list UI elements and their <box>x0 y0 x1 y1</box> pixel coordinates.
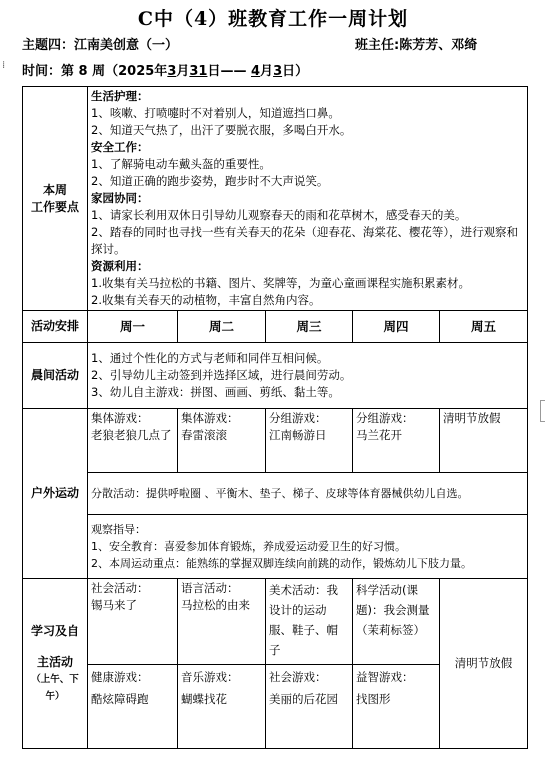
time-start-day: 31 <box>189 64 208 79</box>
schedule-label: 活动安排 <box>23 311 88 343</box>
outdoor-guide-title: 观察指导： <box>91 523 146 536</box>
outdoor-game-type: 分组游戏： <box>269 411 327 425</box>
home-coop-item: 1、请家长利用双休日引导幼儿观察春天的雨和花草树木，感受春天的美。 <box>91 208 467 222</box>
morning-item: 1、通过个性化的方式与老师和同伴互相问候。 <box>91 351 329 365</box>
morning-content <box>88 343 528 409</box>
learning-type: 社会活动： <box>91 581 149 595</box>
learning-name: 酷炫障碍跑 <box>91 692 149 706</box>
outdoor-label: 户外运动 <box>23 409 88 579</box>
outdoor-game-cell <box>88 409 178 473</box>
outdoor-games-row <box>23 409 528 473</box>
day-thursday: 周四 <box>353 311 440 343</box>
morning-label: 晨间活动 <box>23 343 88 409</box>
outdoor-guide-row <box>23 515 528 579</box>
outdoor-game-cell <box>178 409 266 473</box>
morning-row <box>23 343 528 409</box>
learning-name: 马拉松的由来 <box>181 598 250 612</box>
key-points-label-line2: 工作要点 <box>30 199 79 214</box>
day-friday: 周五 <box>440 311 528 343</box>
time-week: 8 <box>78 64 88 79</box>
home-coop-item: 2、踏春的同时也寻找一些有关春天的花朵（迎春花、海棠花、樱花等），进行观察和探讨。 <box>91 225 519 256</box>
learning-label-line1: 学习及自 <box>30 623 79 638</box>
learning-label <box>23 579 88 749</box>
learning-name: 蝴蝶找花 <box>181 692 227 706</box>
outdoor-game-type: 分组游戏： <box>356 411 414 425</box>
outdoor-guide-item: 1、安全教育：喜爱参加体育锻炼，养成爱运动爱卫生的好习惯。 <box>91 540 406 553</box>
morning-item: 2、引导幼儿主动签到并选择区域，进行晨间劳动。 <box>91 368 352 382</box>
outdoor-game-name: 春雷滚滚 <box>181 428 227 442</box>
key-points-row <box>23 87 528 311</box>
learning-name: 找图形 <box>356 692 391 706</box>
learning-cell <box>353 579 440 665</box>
learning-type: 社会游戏： <box>269 670 327 684</box>
teachers-label: 班主任:陈芳芳、邓绮 <box>355 38 478 53</box>
outdoor-game-type: 集体游戏： <box>181 411 239 425</box>
safety-item: 1、了解骑电动车戴头盔的重要性。 <box>91 157 271 171</box>
time-start-month: 3 <box>167 64 177 79</box>
time-end-day: 3 <box>273 64 283 79</box>
outdoor-game-name: 江南畅游日 <box>269 428 327 442</box>
learning-type: 健康游戏： <box>91 670 149 684</box>
key-points-content <box>88 87 528 311</box>
outdoor-guide <box>88 515 528 579</box>
outdoor-scattered: 分散活动：提供呼啦圈 、平衡木、垫子、梯子、皮球等体育器械供幼儿自选。 <box>88 473 528 515</box>
learning-cell <box>266 579 353 665</box>
scroll-handle[interactable] <box>540 400 545 422</box>
life-care-title: 生活护理： <box>91 89 149 103</box>
outdoor-holiday-cell: 清明节放假 <box>440 409 528 473</box>
learning-type: 科学活动(课题)：我会测量（茉莉标签） <box>356 583 430 637</box>
learning-holiday-cell: 清明节放假 <box>440 579 528 749</box>
learning-cell <box>88 579 178 665</box>
learning-cell <box>88 665 178 749</box>
outdoor-scattered-row <box>23 473 528 515</box>
time-week-suffix: 周（2025年 <box>92 64 168 79</box>
safety-item: 2、知道正确的跑步姿势，跑步时不大声说笑。 <box>91 174 329 188</box>
time-end-month-suffix: 月 <box>260 64 274 79</box>
time-range-mid: 日—— <box>207 64 251 79</box>
day-tuesday: 周二 <box>178 311 266 343</box>
learning-type: 益智游戏： <box>356 670 414 684</box>
learning-type: 音乐游戏： <box>181 670 239 684</box>
learning-cell <box>178 579 266 665</box>
outdoor-game-cell <box>353 409 440 473</box>
learning-cell <box>353 665 440 749</box>
outdoor-game-name: 老狼老狼几点了 <box>91 428 172 442</box>
day-wednesday: 周三 <box>266 311 353 343</box>
outdoor-guide-item: 2、本周运动重点：能熟练的掌握双脚连续向前跳的动作，锻炼幼儿下肢力量。 <box>91 557 472 570</box>
life-care-item: 1、咳嗽、打喷嚏时不对着别人，知道遮挡口鼻。 <box>91 106 340 120</box>
theme-label: 主题四：江南美创意（一） <box>22 38 179 53</box>
home-coop-title: 家园协同： <box>91 191 149 205</box>
learning-cell <box>178 665 266 749</box>
learning-label-line2: 主活动 <box>36 654 73 669</box>
schedule-header-row <box>23 311 528 343</box>
resource-item: 2.收集有关春天的动植物，丰富自然角内容。 <box>91 293 321 307</box>
margin-marker: ⁞ <box>2 60 6 71</box>
morning-item: 3、幼儿自主游戏：拼图、画画、剪纸、黏土等。 <box>91 385 340 399</box>
day-monday: 周一 <box>88 311 178 343</box>
outdoor-game-type: 集体游戏： <box>91 411 149 425</box>
outdoor-game-name: 马兰花开 <box>356 428 402 442</box>
learning-name: 美丽的后花园 <box>269 692 338 706</box>
outdoor-game-cell <box>266 409 353 473</box>
time-end-month: 4 <box>251 64 261 79</box>
learning-cell <box>266 665 353 749</box>
time-range <box>22 60 308 79</box>
learning-type: 美术活动：我设计的运动服、鞋子、帽子 <box>269 583 338 657</box>
life-care-item: 2、知道天气热了，出汗了要脱衣服，多喝白开水。 <box>91 123 352 137</box>
resource-item: 1.收集有关马拉松的书籍、图片、奖牌等，为童心童画课程实施积累素材。 <box>91 276 470 290</box>
resource-title: 资源利用： <box>91 259 149 273</box>
time-end-suffix: 日） <box>282 64 309 79</box>
page-title: C中（4）班教育工作一周计划 <box>137 8 409 30</box>
learning-row-am <box>23 579 528 665</box>
key-points-label <box>23 87 88 311</box>
time-prefix: 时间：第 <box>22 64 75 79</box>
time-start-month-suffix: 月 <box>176 64 190 79</box>
learning-name: 锡马来了 <box>91 598 137 612</box>
learning-type: 语言活动： <box>181 581 239 595</box>
safety-title: 安全工作： <box>91 140 149 154</box>
learning-label-sub: （上午、下午） <box>31 673 79 702</box>
weekly-plan-table <box>22 86 528 749</box>
key-points-label-line1: 本周 <box>42 182 67 197</box>
